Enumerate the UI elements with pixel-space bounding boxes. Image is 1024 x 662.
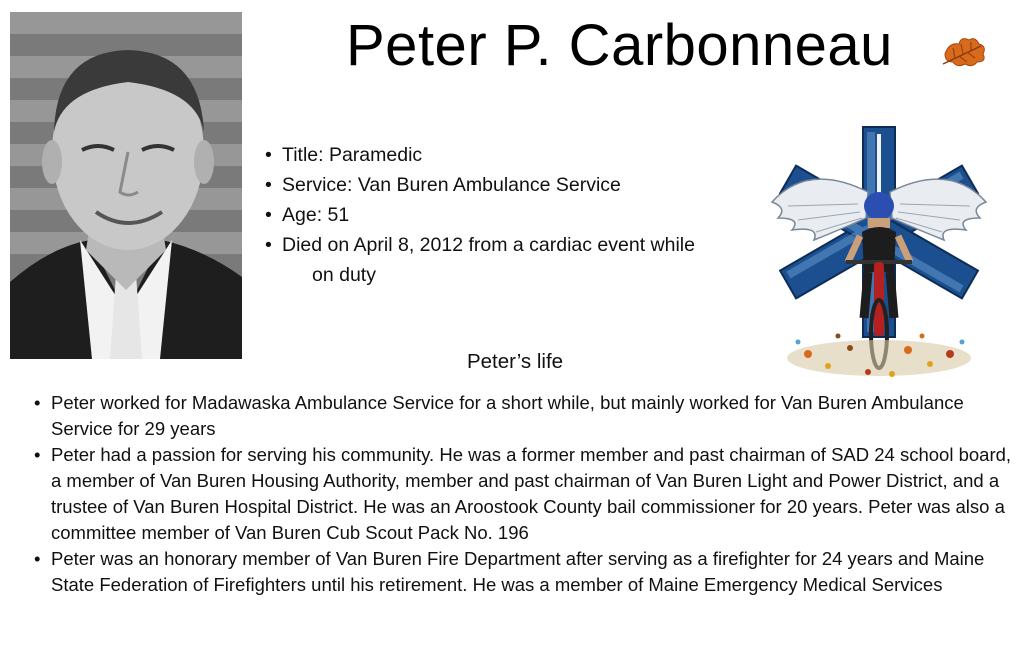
life-item: • Peter had a passion for serving his community. He was a former member and past chairman of SAD 24 school board, a member of Van Buren Housing Authority, member and past chairman of Van Buren Light and Power District, and a trustee of Van Buren Hospital District. He was an Aroostook County bail commissioner for 20 years. Peter was also a committee member of Van Buren Cub Scout Pack No. 196: [32, 442, 1017, 546]
star-of-life-cyclist-angel-illustration: [768, 122, 990, 384]
autumn-leaf-icon: [941, 34, 987, 70]
fact-service: • Service: Van Buren Ambulance Service: [262, 170, 752, 200]
life-list: [32, 390, 1017, 598]
fact-death-continuation: on duty: [312, 264, 376, 286]
life-section-heading: Peter’s life: [466, 350, 564, 373]
facts-list: [262, 140, 752, 290]
person-portrait-illustration: [10, 12, 242, 359]
fact-title: • Title: Paramedic: [262, 140, 752, 170]
page-title: Peter P. Carbonneau: [346, 13, 893, 78]
fact-death: • Died on April 8, 2012 from a cardiac event while on duty: [262, 230, 752, 290]
fact-age: • Age: 51: [262, 200, 752, 230]
life-item: • Peter was an honorary member of Van Buren Fire Department after serving as a firefighter for 24 years and Maine State Federation of Firefighters until his retirement. He was a member of Maine Emergency Medical Services: [32, 546, 1017, 598]
portrait-photo: [10, 12, 242, 359]
life-item: • Peter worked for Madawaska Ambulance Service for a short while, but mainly worked for Van Buren Ambulance Service for 29 years: [32, 390, 1017, 442]
